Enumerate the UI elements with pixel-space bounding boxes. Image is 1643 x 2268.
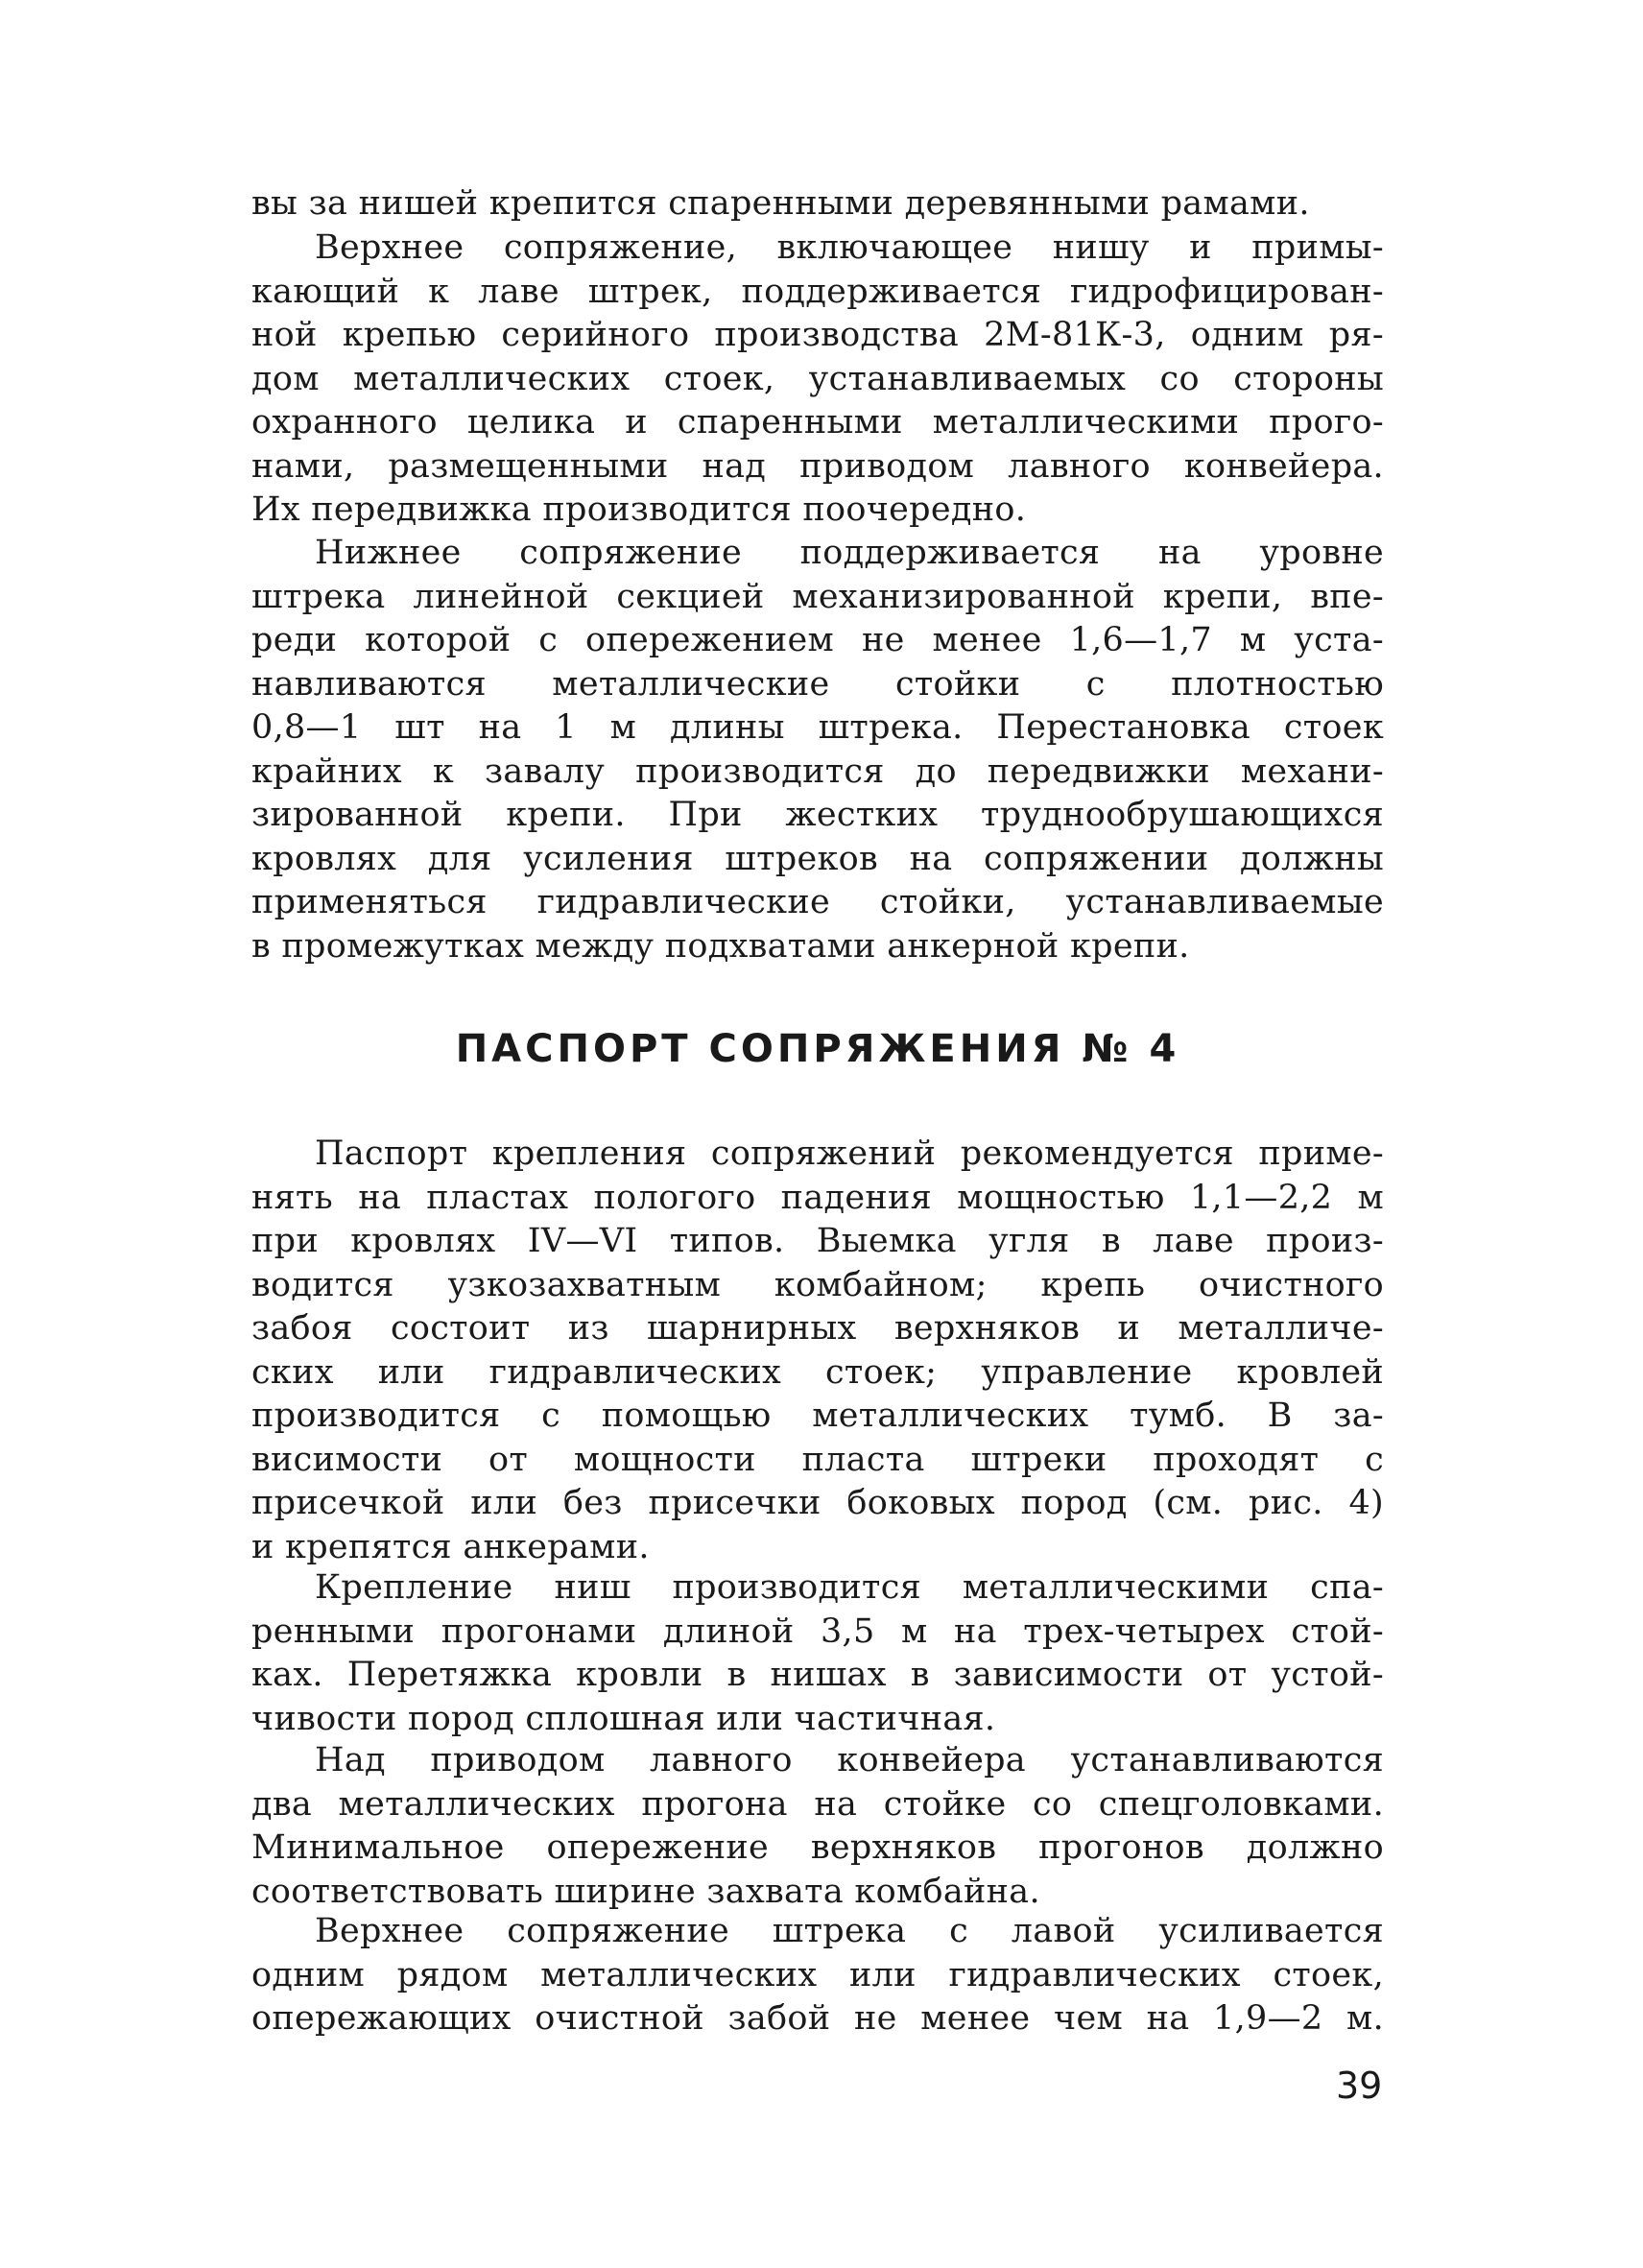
- text-line: Крепление ниш производится металлическими спа-: [315, 1568, 1384, 1607]
- text-line: ренными прогонами длиной 3,5 м на трех-четырех стой-: [251, 1611, 1384, 1651]
- text-line: одним рядом металлических или гидравлических стоек,: [251, 1955, 1384, 1994]
- text-line: Верхнее сопряжение, включающее нишу и примы-: [315, 228, 1384, 267]
- text-line: вы за нишей крепится спаренными деревянными рамами.: [251, 184, 1310, 223]
- text-line: Верхнее сопряжение штрека с лавой усиливается: [315, 1912, 1384, 1950]
- text-line: ках. Перетяжка кровли в нишах в зависимости от устой-: [251, 1656, 1384, 1694]
- text-line: Минимальное опережение верхняков прогонов должно: [251, 1828, 1384, 1867]
- text-line: ной крепью серийного производства 2М-81К-3, одним ря-: [251, 316, 1384, 354]
- paragraph-lower-junction: [251, 532, 1384, 968]
- text-line: при кровлях IV—VI типов. Выемка угля в лаве произ-: [251, 1222, 1384, 1260]
- text-line: соответствовать ширине захвата комбайна.: [251, 1872, 1040, 1911]
- text-line: навливаются металлические стойки с плотностью: [251, 664, 1384, 704]
- paragraph-upper-junction-reinforcement: [251, 1910, 1384, 2041]
- text-line: охранного целика и спаренными металлическими прого-: [251, 403, 1384, 442]
- text-line: Их передвижка производится поочередно.: [251, 490, 1027, 529]
- text-line: нять на пластах пологого падения мощностью 1,1—2,2 м: [251, 1178, 1384, 1217]
- text-line: присечкой или без присечки боковых пород (см. рис. 4): [251, 1484, 1384, 1522]
- text-line: реди которой с опережением не менее 1,6—1,7 м уста-: [251, 621, 1384, 659]
- text-line: дом металлических стоек, устанавливаемых со стороны: [251, 359, 1384, 398]
- text-line: опережающих очистной забой не менее чем на 1,9—2 м.: [251, 1999, 1384, 2038]
- paragraph-passport-scope: [251, 1133, 1384, 1569]
- text-line: 0,8—1 шт на 1 м длины штрека. Перестановка стоек: [251, 708, 1384, 747]
- text-line: чивости пород сплошная или частичная.: [251, 1699, 996, 1738]
- text-line: штрека линейной секцией механизированной крепи, впе-: [251, 577, 1384, 616]
- text-line: в промежутках между подхватами анкерной крепи.: [251, 926, 1190, 966]
- text-line: кровлях для усиления штреков на сопряжении должны: [251, 839, 1384, 878]
- text-line: и крепятся анкерами.: [251, 1527, 650, 1566]
- text-line: Паспорт крепления сопряжений рекомендуется приме-: [315, 1134, 1384, 1173]
- text-line: кающий к лаве штрек, поддерживается гидрофицирован-: [251, 272, 1384, 311]
- text-line: Нижнее сопряжение поддерживается на уровне: [315, 534, 1384, 572]
- text-line: два металлических прогона на стойке со спецголовками.: [251, 1784, 1384, 1824]
- paragraph-continuation: [251, 182, 1384, 227]
- text-line: ских или гидравлических стоек; управление кровлей: [251, 1352, 1384, 1392]
- text-line: применяться гидравлические стойки, устанавливаемые: [251, 883, 1384, 921]
- page-number: 39: [1336, 2065, 1383, 2107]
- text-line: производится с помощью металлических тумб. В за-: [251, 1397, 1384, 1435]
- text-line: зированной крепи. При жестких труднообрушающихся: [251, 796, 1384, 834]
- section-heading: ПАСПОРТ СОПРЯЖЕНИЯ № 4: [455, 1027, 1180, 1071]
- paragraph-upper-junction: [251, 227, 1384, 533]
- paragraph-niche-support: [251, 1566, 1384, 1741]
- text-line: Над приводом лавного конвейера устанавливаются: [315, 1741, 1384, 1779]
- paragraph-conveyor-drive: [251, 1739, 1384, 1914]
- text-line: забоя состоит из шарнирных верхняков и металличе-: [251, 1309, 1384, 1348]
- text-line: крайних к завалу производится до передвижки механи-: [251, 752, 1384, 791]
- text-line: водится узкозахватным комбайном; крепь очистного: [251, 1265, 1384, 1304]
- text-line: нами, размещенными над приводом лавного конвейера.: [251, 446, 1384, 486]
- text-line: висимости от мощности пласта штреки проходят с: [251, 1440, 1384, 1479]
